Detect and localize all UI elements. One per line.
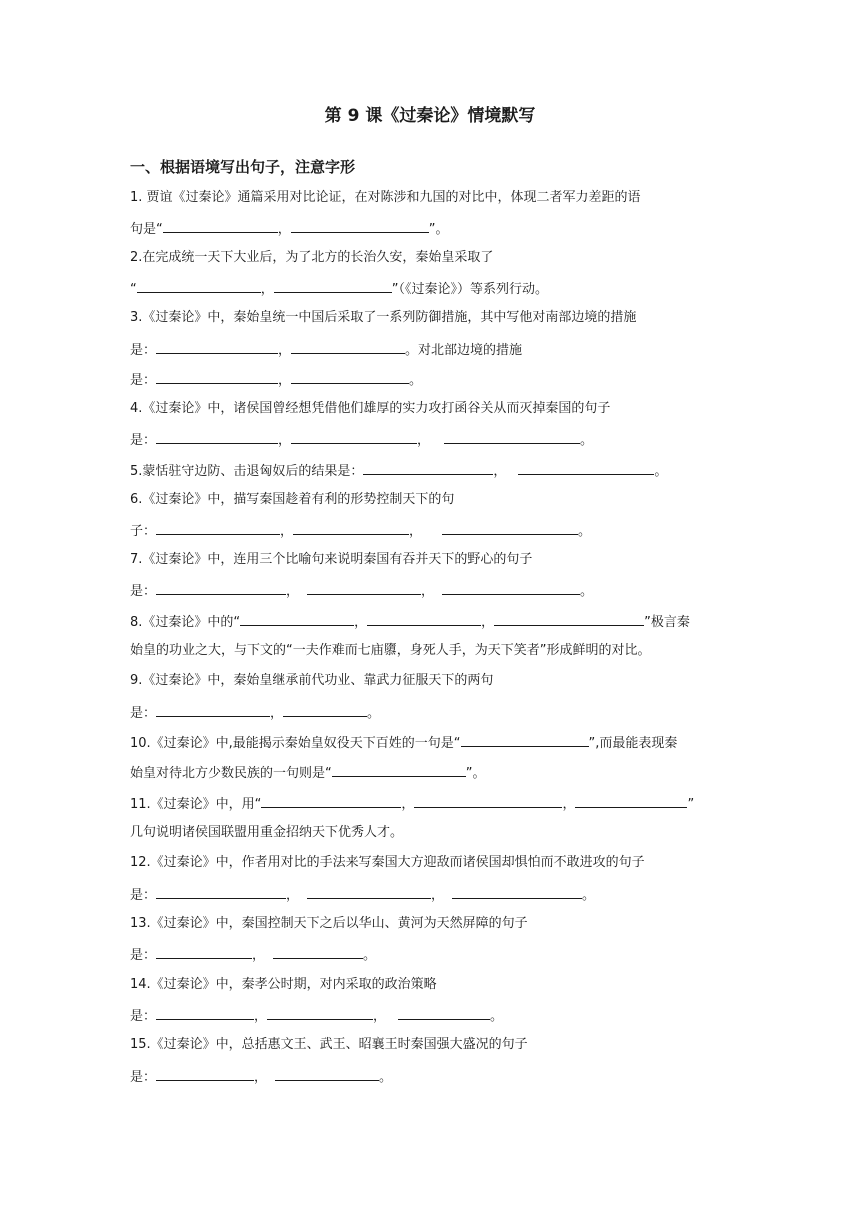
q2-line-1: 2.在完成统一天下大业后，为了北方的长治久安，秦始皇采取了 bbox=[130, 250, 494, 265]
q5-line: 5.蒙恬驻守边防、击退匈奴后的结果是： ， 。 bbox=[130, 460, 667, 482]
q8-line-1: 8.《过秦论》中的“ ， ， ”极言秦 bbox=[130, 611, 690, 633]
answer-blank[interactable] bbox=[291, 339, 405, 354]
q7-line-2: 是： ， ， 。 bbox=[130, 580, 593, 602]
answer-blank[interactable] bbox=[291, 429, 417, 444]
answer-blank[interactable] bbox=[163, 218, 278, 233]
q4-line-2: 是： ， ， 。 bbox=[130, 429, 593, 451]
q14-line-2: 是： ， ， 。 bbox=[130, 1005, 503, 1027]
answer-blank[interactable] bbox=[240, 611, 354, 626]
answer-blank[interactable] bbox=[267, 1005, 373, 1020]
answer-blank[interactable] bbox=[156, 580, 286, 595]
answer-blank[interactable] bbox=[156, 339, 278, 354]
answer-blank[interactable] bbox=[494, 611, 644, 626]
answer-blank[interactable] bbox=[452, 884, 582, 899]
answer-blank[interactable] bbox=[156, 944, 252, 959]
answer-blank[interactable] bbox=[442, 520, 578, 535]
answer-blank[interactable] bbox=[156, 429, 278, 444]
q14-line-1: 14.《过秦论》中，秦孝公时期，对内采取的政治策略 bbox=[130, 977, 437, 992]
q8-line-2: 始皇的功业之大，与下文的“一夫作难而七庙隳，身死人手，为天下笑者”形成鲜明的对比。 bbox=[130, 643, 651, 658]
q6-line-1: 6.《过秦论》中，描写秦国趁着有利的形势控制天下的句 bbox=[130, 492, 455, 507]
q13-line-2: 是： ， 。 bbox=[130, 944, 376, 966]
answer-blank[interactable] bbox=[156, 1005, 254, 1020]
answer-blank[interactable] bbox=[156, 1066, 254, 1081]
answer-blank[interactable] bbox=[307, 580, 421, 595]
q4-line-1: 4.《过秦论》中，诸侯国曾经想凭借他们雄厚的实力攻打函谷关从而灭掉秦国的句子 bbox=[130, 401, 611, 416]
answer-blank[interactable] bbox=[518, 460, 654, 475]
answer-blank[interactable] bbox=[291, 218, 429, 233]
answer-blank[interactable] bbox=[414, 793, 562, 808]
q15-line-1: 15.《过秦论》中，总括惠文王、武王、昭襄王时秦国强大盛况的句子 bbox=[130, 1037, 528, 1052]
answer-blank[interactable] bbox=[332, 762, 466, 777]
q12-line-1: 12.《过秦论》中，作者用对比的手法来写秦国大方迎敌而诸侯国却惧怕而不敢进攻的句子 bbox=[130, 855, 645, 870]
q3-line-3: 是： ， 。 bbox=[130, 369, 422, 391]
answer-blank[interactable] bbox=[398, 1005, 490, 1020]
answer-blank[interactable] bbox=[275, 1066, 379, 1081]
q10-line-1: 10.《过秦论》中,最能揭示秦始皇奴役天下百姓的一句是“ ”,而最能表现秦 bbox=[130, 732, 677, 754]
q10-line-2: 始皇对待北方少数民族的一句则是“ ”。 bbox=[130, 762, 486, 784]
page-title: 第 9 课《过秦论》情境默写 bbox=[324, 106, 536, 126]
answer-blank[interactable] bbox=[156, 369, 278, 384]
answer-blank[interactable] bbox=[261, 793, 401, 808]
q11-line-1: 11.《过秦论》中，用“ ， ， ” bbox=[130, 793, 694, 815]
answer-blank[interactable] bbox=[363, 460, 493, 475]
q2-line-2: “ ， ”（《过秦论》）等系列行动。 bbox=[130, 278, 548, 300]
answer-blank[interactable] bbox=[293, 520, 409, 535]
q1-line-1: 1. 贾谊《过秦论》通篇采用对比论证，在对陈涉和九国的对比中，体现二者军力差距的语 bbox=[130, 190, 641, 205]
answer-blank[interactable] bbox=[575, 793, 687, 808]
answer-blank[interactable] bbox=[156, 884, 286, 899]
answer-blank[interactable] bbox=[461, 732, 589, 747]
q9-line-1: 9.《过秦论》中，秦始皇继承前代功业、靠武力征服天下的两句 bbox=[130, 673, 494, 688]
q3-line-2: 是： ， 。对北部边境的措施 bbox=[130, 339, 522, 361]
answer-blank[interactable] bbox=[444, 429, 580, 444]
answer-blank[interactable] bbox=[156, 520, 280, 535]
q1-line-2: 句是“ ， ”。 bbox=[130, 218, 449, 240]
q11-line-2: 几句说明诸侯国联盟用重金招纳天下优秀人才。 bbox=[130, 825, 404, 840]
q7-line-1: 7.《过秦论》中，连用三个比喻句来说明秦国有吞并天下的野心的句子 bbox=[130, 552, 533, 567]
answer-blank[interactable] bbox=[137, 278, 261, 293]
answer-blank[interactable] bbox=[273, 944, 363, 959]
answer-blank[interactable] bbox=[442, 580, 580, 595]
q13-line-1: 13.《过秦论》中，秦国控制天下之后以华山、黄河为天然屏障的句子 bbox=[130, 916, 528, 931]
q15-line-2: 是： ， 。 bbox=[130, 1066, 392, 1088]
q6-line-2: 子： ， ， 。 bbox=[130, 520, 591, 542]
answer-blank[interactable] bbox=[283, 702, 367, 717]
section-heading: 一、根据语境写出句子，注意字形 bbox=[130, 158, 356, 176]
answer-blank[interactable] bbox=[274, 278, 392, 293]
answer-blank[interactable] bbox=[156, 702, 270, 717]
q3-line-1: 3.《过秦论》中，秦始皇统一中国后采取了一系列防御措施，其中写他对南部边境的措施 bbox=[130, 310, 637, 325]
q12-line-2: 是： ， ， 。 bbox=[130, 884, 595, 906]
answer-blank[interactable] bbox=[291, 369, 409, 384]
answer-blank[interactable] bbox=[307, 884, 431, 899]
q9-line-2: 是： ， 。 bbox=[130, 702, 380, 724]
answer-blank[interactable] bbox=[367, 611, 481, 626]
